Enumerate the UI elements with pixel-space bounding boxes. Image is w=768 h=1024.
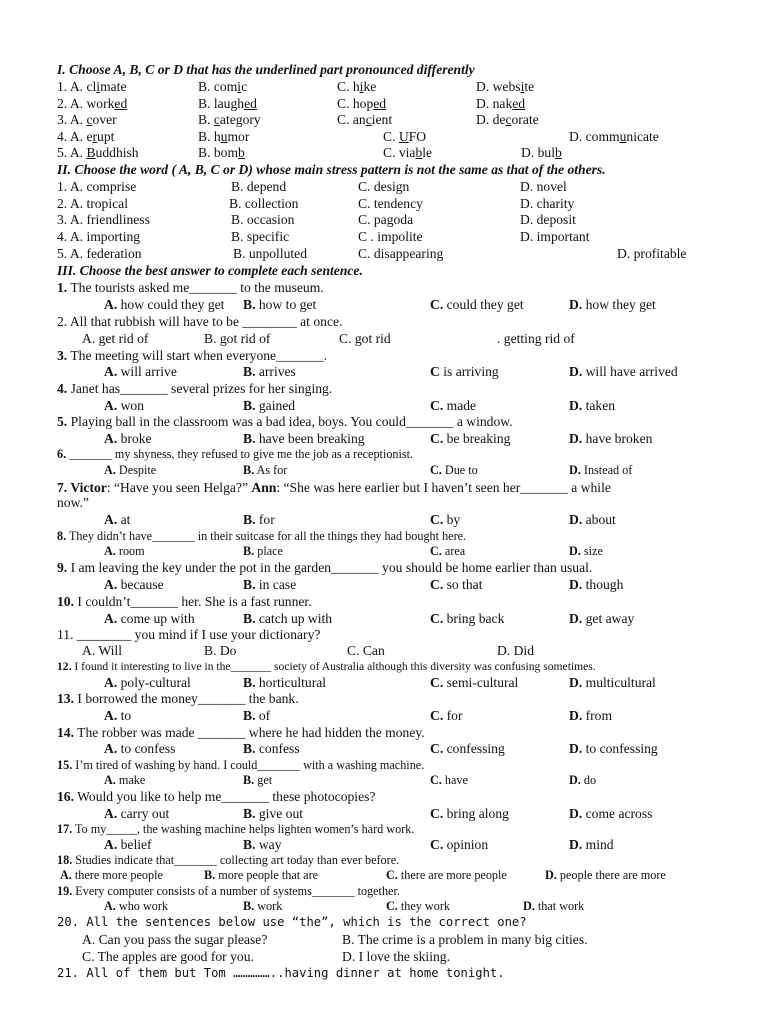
option-d[interactable]: D. charity	[520, 195, 575, 211]
option-c[interactable]: C. disappearing	[358, 245, 444, 261]
option-c[interactable]: C. semi-cultural	[430, 675, 519, 690]
option-c[interactable]: C. Due to	[430, 463, 478, 477]
question-10: 10. I couldn’t_______ her. She is a fast runner.	[57, 594, 312, 609]
question-1: 1. The tourists asked me_______ to the museum.	[57, 280, 324, 295]
option-c[interactable]: C. Can	[347, 643, 385, 658]
option-c[interactable]: C. pagoda	[358, 212, 414, 228]
option-c[interactable]: C. they work	[386, 899, 450, 913]
option-a[interactable]: A. Can you pass the sugar please?	[82, 932, 268, 947]
option-d[interactable]: D. Did	[497, 643, 535, 658]
question-9-options	[0, 576, 768, 593]
option-a[interactable]: A. poly-cultural	[104, 675, 191, 690]
option-c[interactable]: C. tendency	[358, 195, 423, 211]
option-c[interactable]: C. made	[430, 398, 477, 413]
question-2-options	[0, 330, 768, 347]
option-b[interactable]: B. gained	[243, 398, 296, 413]
question-4-options	[0, 397, 768, 414]
option-c[interactable]: C is arriving	[430, 364, 499, 379]
question-5-options	[0, 430, 768, 447]
option-d[interactable]: D. about	[569, 512, 616, 527]
option-a[interactable]: A. get rid of	[82, 331, 149, 346]
question-1-options	[0, 296, 768, 313]
option-a[interactable]: 4. A. importing	[57, 229, 141, 245]
option-c[interactable]: C. confessing	[430, 741, 505, 756]
option-d[interactable]: D. profitable	[617, 245, 687, 261]
pronunciation-question-2	[0, 95, 768, 112]
option-d[interactable]: D. mind	[569, 837, 614, 852]
option-d[interactable]: . getting rid of	[497, 331, 575, 346]
question-17: 17. To my_____, the washing machine helps lighten women’s hard work.	[57, 822, 415, 836]
question-19: 19. Every computer consists of a number of systems_______ together.	[57, 884, 400, 898]
option-a[interactable]: 2. A. tropical	[57, 195, 128, 211]
option-b[interactable]: B. work	[243, 899, 283, 913]
option-d[interactable]: D. taken	[569, 398, 616, 413]
option-d[interactable]: D. how they get	[569, 297, 656, 312]
option-a[interactable]: A. belief	[104, 837, 152, 852]
option-b[interactable]: B. for	[243, 512, 275, 527]
question-12-options	[0, 674, 768, 691]
option-d[interactable]: D. come across	[569, 806, 653, 821]
question-4: 4. Janet has_______ several prizes for her singing.	[57, 381, 333, 396]
question-10-options	[0, 610, 768, 627]
option-c[interactable]: C. by	[430, 512, 461, 527]
question-20: 20. All the sentences below use “the”, which is the correct one?	[57, 915, 527, 929]
option-a[interactable]: A. room	[104, 544, 145, 558]
option-c[interactable]: C. hike	[337, 79, 377, 94]
option-b[interactable]: B. get	[243, 773, 273, 787]
option-a[interactable]: A. who work	[104, 899, 168, 913]
question-14: 14. The robber was made _______ where he had hidden the money.	[57, 725, 425, 740]
option-d[interactable]: D. communicate	[569, 128, 659, 144]
option-c[interactable]: C. got rid	[339, 331, 391, 346]
question-5: 5. Playing ball in the classroom was a bad idea, boys. You could_______ a window.	[57, 414, 513, 429]
option-b[interactable]: B. Do	[204, 643, 237, 658]
option-b[interactable]: B. confess	[243, 741, 300, 756]
option-b[interactable]: B. horticultural	[243, 675, 327, 690]
option-c[interactable]: C. hoped	[337, 95, 387, 111]
option-b[interactable]: B. catch up with	[243, 611, 333, 626]
question-15-options	[0, 772, 768, 789]
option-d[interactable]: D. Instead of	[569, 463, 633, 477]
question-14-options	[0, 740, 768, 757]
option-a[interactable]: A. to	[104, 708, 132, 723]
option-c[interactable]: C. bring back	[430, 611, 505, 626]
question-13-options	[0, 707, 768, 724]
option-b[interactable]: B. have been breaking	[243, 431, 365, 446]
option-b[interactable]: B. of	[243, 708, 271, 723]
question-11: 11. ________ you mind if I use your dictionary?	[57, 627, 321, 642]
option-d[interactable]: D. bulb	[521, 145, 562, 161]
question-20-options-row1	[0, 931, 768, 948]
option-a[interactable]: A. at	[104, 512, 131, 527]
option-d[interactable]: D. to confessing	[569, 741, 658, 756]
option-a[interactable]: A. carry out	[104, 806, 170, 821]
option-a[interactable]: A. to confess	[104, 741, 176, 756]
option-d[interactable]: D. naked	[476, 95, 526, 111]
stress-question-3	[0, 211, 768, 228]
question-3: 3. The meeting will start when everyone_______.	[57, 348, 328, 363]
question-19-options	[0, 898, 768, 915]
option-b[interactable]: B. how to get	[243, 297, 317, 312]
option-d[interactable]: D. multicultural	[569, 675, 656, 690]
question-7-options	[0, 511, 768, 528]
option-b[interactable]: B. collection	[229, 195, 299, 211]
question-6: 6. _______ my shyness, they refused to give me the job as a receptionist.	[57, 447, 414, 461]
option-d[interactable]: D. do	[569, 773, 597, 787]
pronunciation-question-1	[0, 78, 768, 95]
option-d[interactable]: D. decorate	[476, 112, 539, 128]
question-16-options	[0, 805, 768, 822]
question-9: 9. I am leaving the key under the pot in the garden_______ you should be home earlier than usual.	[57, 560, 593, 575]
question-16: 16. Would you like to help me_______ these photocopies?	[57, 789, 376, 804]
option-a[interactable]: 1. A. comprise	[57, 179, 137, 194]
option-c[interactable]: C . impolite	[358, 229, 423, 245]
option-b[interactable]: B. give out	[243, 806, 304, 821]
option-c[interactable]: C. The apples are good for you.	[82, 949, 254, 964]
option-c[interactable]: C. could they get	[430, 297, 524, 312]
question-7: 7. Victor: “Have you seen Helga?” Ann: “She was here earlier but I haven’t seen her_______ a while	[57, 480, 611, 495]
option-b[interactable]: B. place	[243, 544, 283, 558]
option-d[interactable]: D. get away	[569, 611, 635, 626]
option-b[interactable]: B. more people that are	[204, 868, 319, 882]
question-8-options	[0, 543, 768, 560]
question-6-options	[0, 462, 768, 479]
option-b[interactable]: B. comic	[198, 79, 248, 94]
option-a[interactable]: 5. A. federation	[57, 245, 142, 261]
option-d[interactable]: D. though	[569, 577, 624, 592]
question-12: 12. I found it interesting to live in the_______ society of Australia although this diversity was confusing sometimes.	[57, 660, 596, 673]
stress-question-5	[0, 245, 768, 262]
question-7-continued: now.”	[57, 495, 89, 510]
option-c[interactable]: C. UFO	[383, 128, 427, 144]
option-d[interactable]: D. deposit	[520, 212, 576, 228]
option-c[interactable]: C. for	[430, 708, 463, 723]
option-b[interactable]: B. way	[243, 837, 282, 852]
question-2: 2. All that rubbish will have to be ________ at once.	[57, 314, 343, 329]
option-a[interactable]: A. will arrive	[104, 364, 177, 379]
option-c[interactable]: C. have	[430, 773, 468, 787]
option-c[interactable]: C. be breaking	[430, 431, 511, 446]
option-b[interactable]: B. occasion	[231, 212, 295, 228]
option-d[interactable]: D. will have arrived	[569, 364, 678, 379]
option-c[interactable]: C. so that	[430, 577, 483, 592]
option-b[interactable]: B. As for	[243, 463, 288, 477]
option-c[interactable]: C. opinion	[430, 837, 489, 852]
option-a[interactable]: 4. A. erupt	[57, 128, 115, 144]
option-d[interactable]: D. novel	[520, 179, 567, 194]
option-b[interactable]: B. humor	[198, 128, 250, 144]
stress-question-1	[0, 178, 768, 195]
pronunciation-question-3	[0, 111, 768, 128]
option-a[interactable]: 2. A. worked	[57, 95, 128, 111]
option-a[interactable]: 1. A. climate	[57, 79, 127, 94]
option-b[interactable]: B. bomb	[198, 145, 245, 161]
pronunciation-question-5	[0, 144, 768, 161]
option-b[interactable]: B. laughed	[198, 95, 257, 111]
question-18: 18. Studies indicate that_______ collecting art today than ever before.	[57, 853, 400, 867]
option-d[interactable]: D. important	[520, 229, 590, 245]
option-c[interactable]: C. design	[358, 179, 410, 194]
option-d[interactable]: D. people there are more	[545, 868, 666, 882]
option-a[interactable]: A. there more people	[60, 868, 163, 882]
section-1-heading: I. Choose A, B, C or D that has the underlined part pronounced differently	[57, 62, 475, 77]
option-b[interactable]: B. category	[198, 112, 261, 128]
option-d[interactable]: D. that work	[523, 899, 585, 913]
option-c[interactable]: C. viable	[383, 145, 433, 161]
option-c[interactable]: C. area	[430, 544, 466, 558]
option-d[interactable]: D. size	[569, 544, 603, 558]
option-a[interactable]: A. broke	[104, 431, 152, 446]
question-13: 13. I borrowed the money_______ the bank.	[57, 691, 299, 706]
option-b[interactable]: B. arrives	[243, 364, 296, 379]
option-b[interactable]: B. unpolluted	[233, 245, 308, 261]
question-15: 15. I’m tired of washing by hand. I could_______ with a washing machine.	[57, 758, 425, 772]
option-b[interactable]: B. in case	[243, 577, 297, 592]
question-18-options	[0, 867, 768, 884]
option-a[interactable]: A. because	[104, 577, 164, 592]
option-a[interactable]: A. Despite	[104, 463, 157, 477]
option-a[interactable]: A. how could they get	[104, 297, 225, 312]
question-3-options	[0, 363, 768, 380]
option-c[interactable]: C. bring along	[430, 806, 509, 821]
option-a[interactable]: A. make	[104, 773, 146, 787]
option-a[interactable]: 5. A. Buddhish	[57, 145, 139, 161]
option-a[interactable]: 3. A. friendliness	[57, 212, 150, 228]
option-b[interactable]: B. specific	[231, 229, 290, 245]
section-3-heading: III. Choose the best answer to complete each sentence.	[57, 263, 363, 278]
question-17-options	[0, 836, 768, 853]
pronunciation-question-4	[0, 128, 768, 145]
option-d[interactable]: D. from	[569, 708, 613, 723]
section-2-heading: II. Choose the word ( A, B, C or D) whose main stress pattern is not the same as that of the others.	[57, 162, 606, 177]
option-c[interactable]: C. ancient	[337, 112, 393, 128]
stress-question-2	[0, 195, 768, 212]
option-b[interactable]: B. The crime is a problem in many big cities.	[342, 932, 588, 947]
question-21: 21. All of them but Tom ……………..having dinner at home tonight.	[57, 966, 505, 980]
option-a[interactable]: 3. A. cover	[57, 112, 117, 128]
question-8: 8. They didn’t have_______ in their suitcase for all the things they had bought here.	[57, 529, 467, 543]
option-d[interactable]: D. website	[476, 79, 535, 94]
option-b[interactable]: B. got rid of	[204, 331, 271, 346]
option-d[interactable]: D. I love the skiing.	[342, 949, 450, 964]
option-d[interactable]: D. have broken	[569, 431, 653, 446]
question-11-options	[0, 642, 768, 659]
option-a[interactable]: A. won	[104, 398, 145, 413]
option-b[interactable]: B. depend	[231, 179, 287, 194]
stress-question-4	[0, 228, 768, 245]
option-a[interactable]: A. Will	[82, 643, 122, 658]
question-20-options-row2	[0, 948, 768, 965]
option-c[interactable]: C. there are more people	[386, 868, 507, 882]
option-a[interactable]: A. come up with	[104, 611, 195, 626]
